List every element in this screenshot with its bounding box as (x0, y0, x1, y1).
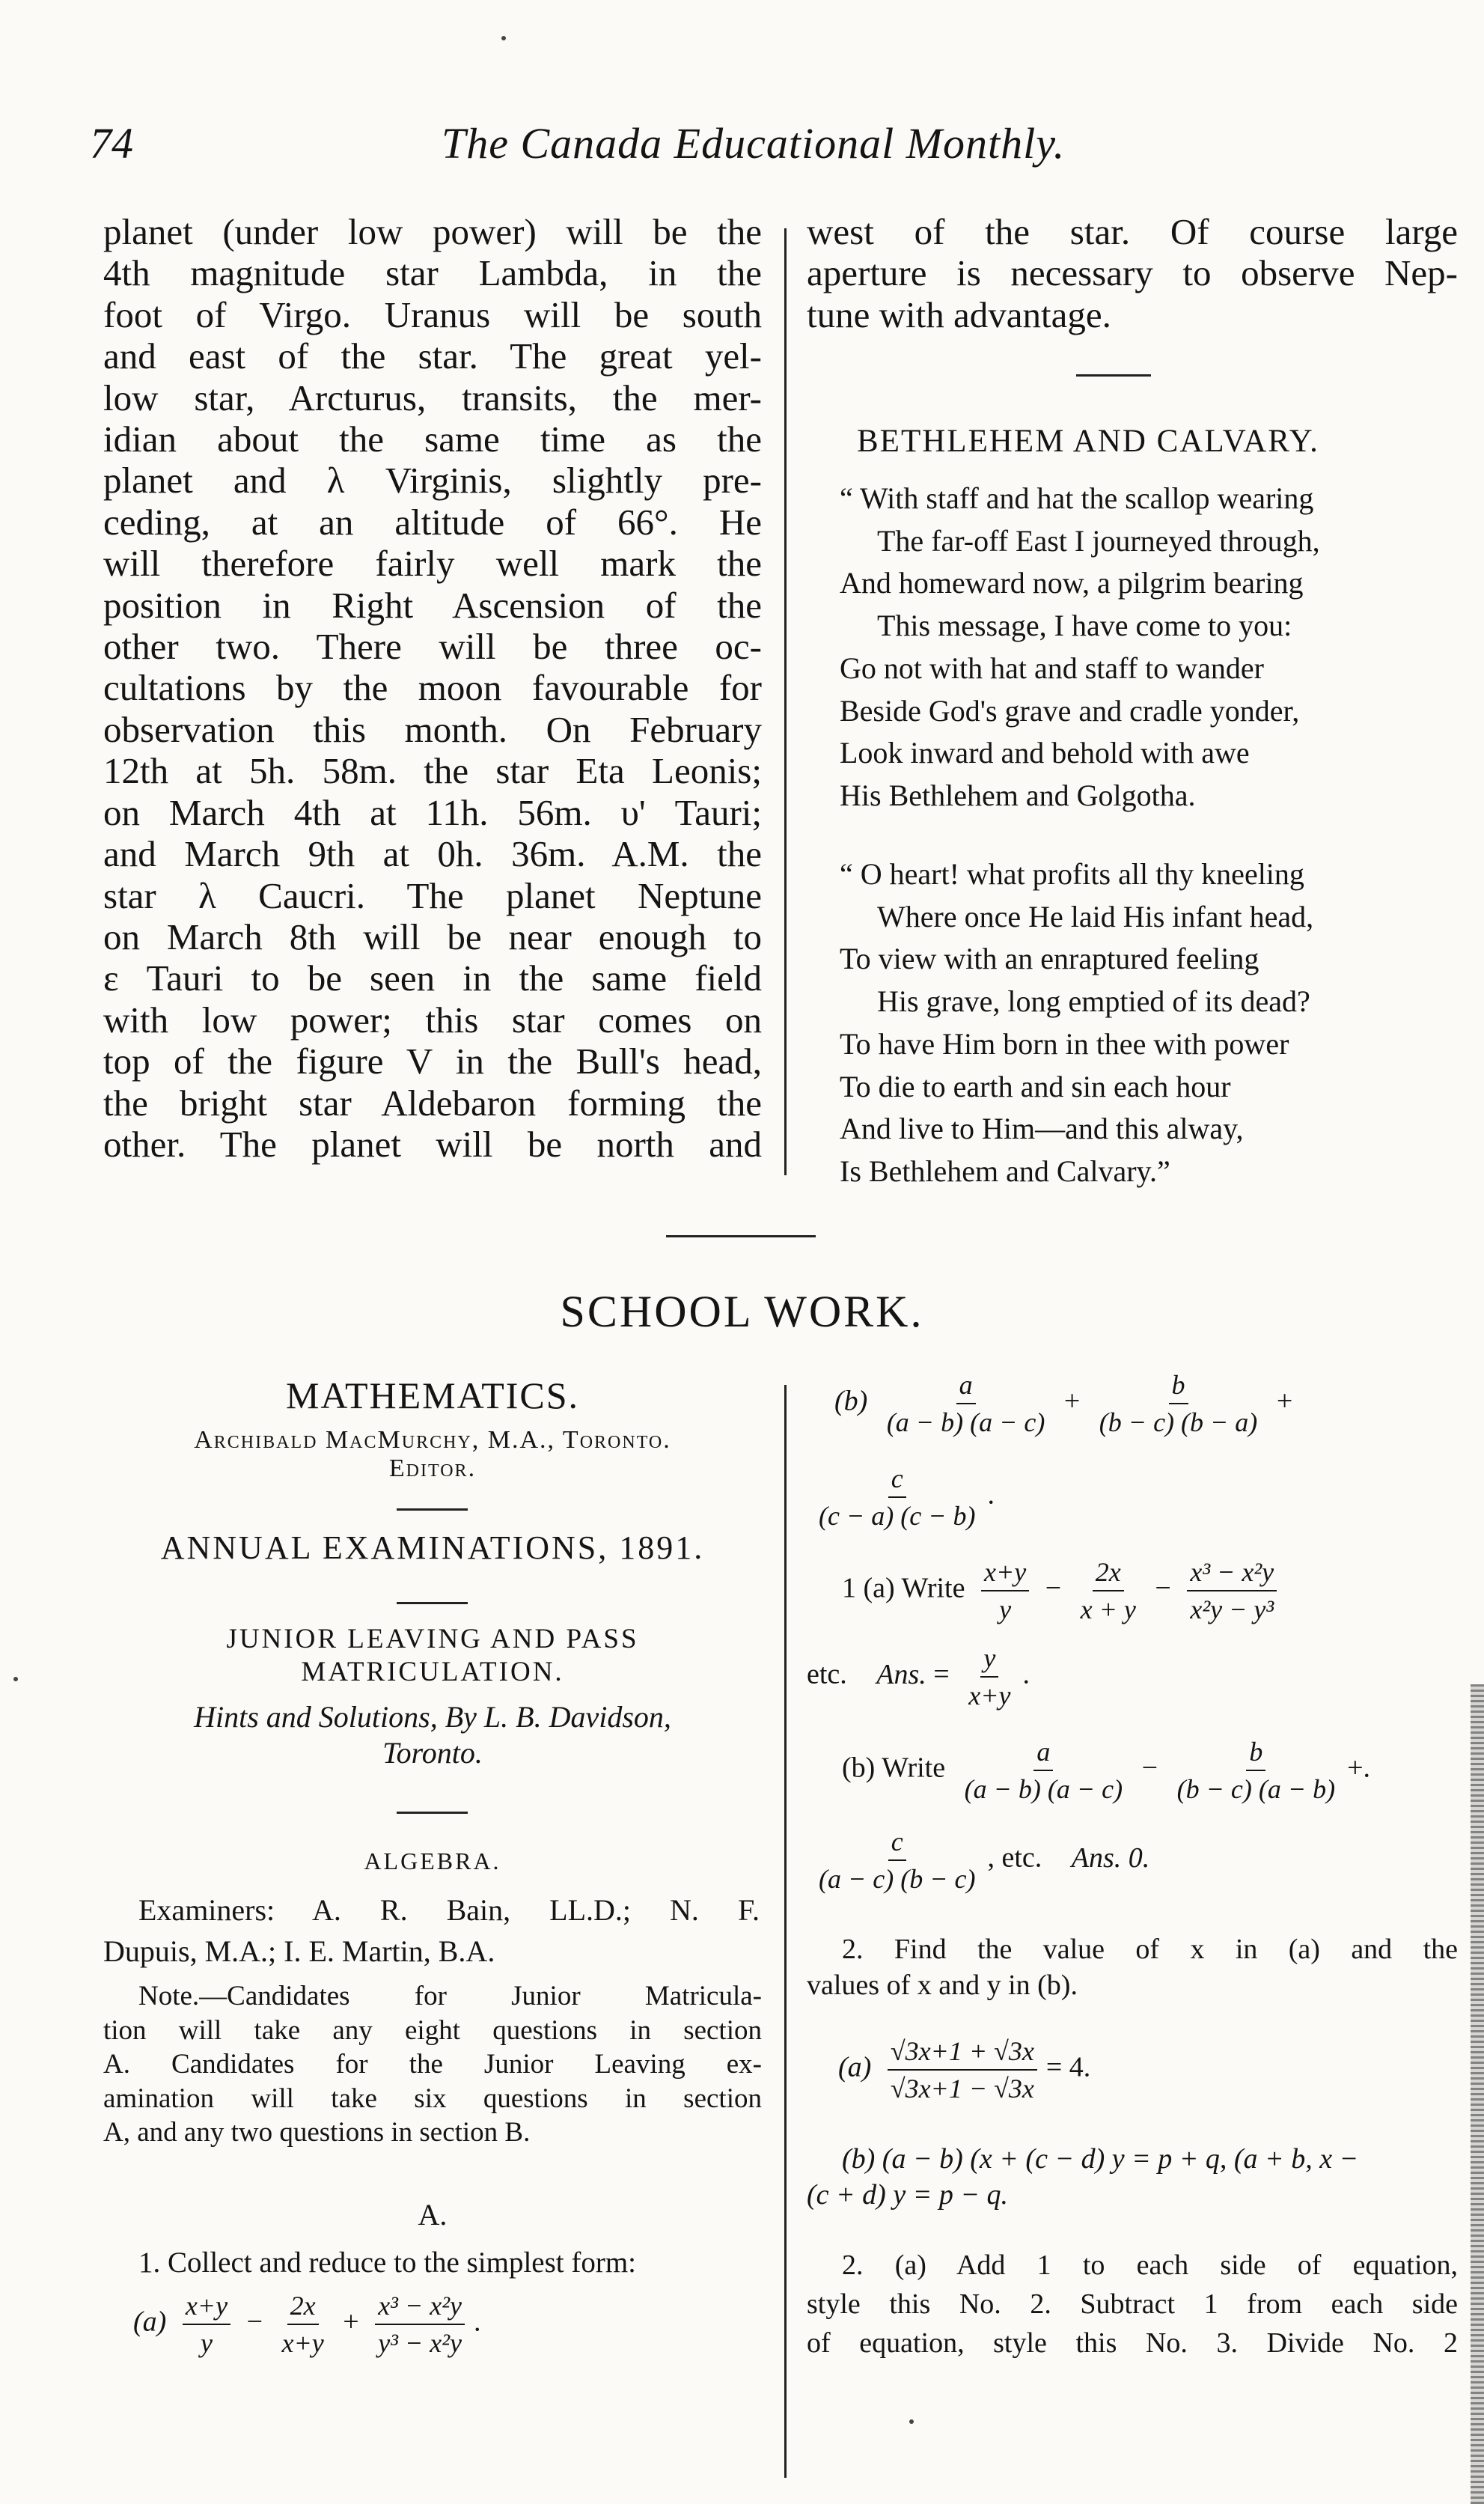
scan-speck (501, 36, 506, 40)
text-line: ε Tauri to be seen in the same field (103, 957, 762, 999)
text-line: cultations by the moon favourable for (103, 667, 762, 709)
text-line: with low power; this star comes on (103, 999, 762, 1041)
fraction: $\frac{x+y}{y}$ (183, 2291, 230, 2358)
answer-1a-result: etc. Ans. = $\frac{y}{x+y}$ . (807, 1643, 1030, 1711)
poem-line: His grave, long emptied of its dead? (877, 984, 1310, 1019)
poem-line: And live to Him—and this alway, (840, 1112, 1244, 1146)
solution-2 (807, 2246, 1458, 2363)
note-line: A, and any two questions in section B. (103, 2117, 531, 2148)
poem-line: Go not with hat and staff to wander (840, 651, 1264, 685)
text-line: aperture is necessary to observe Nep- (807, 252, 1458, 294)
text-line: and March 9th at 0h. 36m. A.M. the (103, 833, 762, 875)
text-line: star λ Caucri. The planet Neptune (103, 874, 762, 916)
text-line: top of the figure V in the Bull's head, (103, 1041, 762, 1082)
poem-line: And homeward now, a pilgrim bearing (840, 566, 1304, 600)
answer-prefix: 1 (a) Write (842, 1572, 965, 1604)
text-line: west of the star. Of course large (807, 211, 1458, 252)
text-line: the bright star Aldebaron forming the (103, 1082, 762, 1124)
astronomy-paragraph (103, 211, 762, 1165)
text-line: will therefore fairly well mark the (103, 543, 762, 585)
question-2 (807, 1931, 1458, 2003)
scan-speck (13, 1677, 18, 1681)
text-line: planet (under low power) will be the (103, 211, 762, 252)
fraction: $\frac{x+y}{y}$ (981, 1557, 1029, 1624)
text-line: and east of the star. The great yel- (103, 335, 762, 377)
fraction: $\frac{\text{x³ − x²y}}{\text{y³ − x²y}}$ (375, 2291, 465, 2358)
text-line: planet and λ Virginis, slightly pre- (103, 460, 762, 502)
fraction: $\frac{\text{x³ − x²y}}{\text{x²y − y³}}$ (1187, 1557, 1277, 1624)
fraction: $\frac{y}{x+y}$ (968, 1643, 1011, 1711)
editor-credit (103, 1426, 762, 1483)
poem-line: To have Him born in thee with power (840, 1026, 1289, 1061)
solution-line: style this No. 2. Subtract 1 from each side (807, 2288, 1458, 2320)
text-line: on March 8th will be near enough to (103, 916, 762, 957)
note-line: A. Candidates for the Junior Leaving ex- (103, 2049, 762, 2080)
solution-line: of equation, style this No. 3. Divide No. 2 (807, 2327, 1458, 2359)
section-a-heading: A. (418, 2198, 448, 2232)
poem-line: “ O heart! what profits all thy kneeling (840, 857, 1304, 891)
answer-prefix: (b) Write (842, 1752, 946, 1784)
poem-title: BETHLEHEM AND CALVARY. (857, 424, 1319, 459)
short-rule (397, 1812, 468, 1814)
q2b-expression (807, 2141, 1458, 2213)
examiners-line: Examiners: A. R. Bain, LL.D.; N. F. (138, 1893, 760, 1927)
short-rule (397, 1508, 468, 1511)
junior-line: JUNIOR LEAVING AND PASS (226, 1624, 639, 1654)
fraction: $\frac{b}{(b - c) (a - b)}$ (1176, 1737, 1336, 1804)
question-line: values of x and y in (b). (807, 1970, 1078, 2001)
short-rule (397, 1602, 468, 1604)
ans-label: Ans. (876, 1658, 926, 1690)
short-rule (1076, 374, 1151, 377)
poem-line: Look inward and behold with awe (840, 736, 1250, 770)
q1a-expression: (a) $\frac{x+y}{y}$ − $\frac{2x}{x+y}$ + $\frac{\text{x³ − x²y}}{\text{y³ − x²y}}$ . (133, 2291, 481, 2358)
scan-speck (909, 2419, 914, 2424)
question-line: (b) (a − b) (x + (c − d) y = p + q, (a + b, x − (842, 2143, 1359, 2175)
ans-value: Ans. 0. (1071, 1842, 1150, 1874)
column-divider-top (784, 228, 787, 1175)
answer-1b: (b) Write $\frac{a}{(a - b) (a - c)}$ − $\frac{b}{(b - c) (a - b)}$ +. (842, 1737, 1371, 1804)
fraction: $\frac{b}{(b - c) (b - a)}$ (1099, 1370, 1258, 1437)
question-line: (c + d) y = p − q. (807, 2179, 1008, 2211)
poem-line: Beside God's grave and cradle yonder, (840, 693, 1300, 728)
question-1: 1. Collect and reduce to the simplest form: (138, 2246, 636, 2279)
note-paragraph (103, 1979, 762, 2150)
poem-line: Where once He laid His infant head, (877, 899, 1314, 933)
solution-line: 2. (a) Add 1 to each side of equation, (842, 2249, 1458, 2281)
column-divider-bottom (784, 1385, 787, 2478)
answer-1b-cont (807, 1827, 1149, 1894)
q2a-expression: (a) $\frac{√3x+1 + √3x}{√3x+1 - √3x}$ = 4. (838, 2036, 1091, 2104)
note-line: tion will take any eight questions in section (103, 2014, 762, 2046)
poem-stanza-1 (840, 478, 1320, 817)
astronomy-paragraph-cont (807, 211, 1458, 335)
editor-name: Archibald MacMurchy, M.A., Toronto. (194, 1426, 671, 1454)
examiners (103, 1889, 760, 1972)
journal-title: The Canada Educational Monthly. (442, 119, 1066, 168)
answer-1a: 1 (a) Write $\frac{x+y}{y}$ − $\frac{2x}{x + y}$ − $\frac{\text{x³ − x²y}}{\text{x²y − y³}}$ (842, 1557, 1286, 1624)
hints-credit (103, 1699, 762, 1771)
question-line: 2. Find the value of x in (a) and the (842, 1934, 1458, 1965)
junior-line: MATRICULATION. (301, 1657, 564, 1687)
junior-heading (103, 1623, 762, 1689)
fraction: $\frac{a}{(a - b) (a - c)}$ (886, 1370, 1045, 1437)
algebra-heading: ALGEBRA. (364, 1847, 501, 1874)
section-title: SCHOOL WORK. (560, 1287, 924, 1336)
poem-line: His Bethlehem and Golgotha. (840, 778, 1196, 812)
fraction: $\frac{c}{(a - c) (b - c)}$ (819, 1827, 976, 1894)
hints-line: Toronto. (382, 1736, 483, 1770)
section-rule (666, 1235, 816, 1237)
text-line: foot of Virgo. Uranus will be south (103, 293, 762, 335)
text-line: other. The planet will be north and (103, 1123, 762, 1165)
poem-line: The far-off East I journeyed through, (877, 523, 1320, 558)
etc-text: etc. (807, 1658, 847, 1690)
etc-text: , etc. (987, 1842, 1042, 1874)
poem-line: “ With staff and hat the scallop wearing (840, 481, 1314, 515)
poem-line: To view with an enraptured feeling (840, 942, 1259, 976)
note-line: amination will take six questions in section (103, 2083, 762, 2114)
hints-line: Hints and Solutions, By L. B. Davidson, (194, 1700, 671, 1734)
text-line: low star, Arcturus, transits, the mer- (103, 377, 762, 418)
page-number: 74 (90, 119, 133, 168)
q1b-expression-cont: $\frac{c}{(c - a) (c - b)}$ . (807, 1463, 995, 1531)
examiners-line: Dupuis, M.A.; I. E. Martin, B.A. (103, 1934, 495, 1968)
text-line: 12th at 5h. 58m. the star Eta Leonis; (103, 750, 762, 792)
text-line: observation this month. On February (103, 708, 762, 750)
fraction: $\frac{2x}{x+y}$ (281, 2291, 324, 2358)
q1b-expression: (b) $\frac{a}{(a - b) (a - c)}$ + $\frac{b}{(b - c) (b - a)}$ + (834, 1370, 1293, 1437)
mathematics-heading: MATHEMATICS. (285, 1374, 580, 1416)
fraction: $\frac{a}{(a - b) (a - c)}$ (964, 1737, 1123, 1804)
text-line: ceding, at an altitude of 66°. He (103, 501, 762, 543)
text-line: idian about the same time as the (103, 418, 762, 460)
editor-role: Editor. (388, 1454, 477, 1482)
fraction: $\frac{√3x+1 + √3x}{√3x+1 - √3x}$ (888, 2036, 1037, 2104)
poem-line: This message, I have come to you: (877, 609, 1292, 643)
scan-edge-stripe (1471, 1684, 1484, 2504)
note-line: Note.—Candidates for Junior Matricula- (138, 1981, 762, 2011)
fraction: $\frac{c}{(c - a) (c - b)}$ (819, 1463, 976, 1531)
poem-line: To die to earth and sin each hour (840, 1069, 1231, 1103)
poem-line: Is Bethlehem and Calvary.” (840, 1154, 1170, 1188)
text-line: on March 4th at 11h. 56m. υ' Tauri; (103, 791, 762, 833)
fraction: $\frac{2x}{x + y}$ (1080, 1557, 1136, 1624)
annual-exam-heading: ANNUAL EXAMINATIONS, 1891. (160, 1529, 705, 1566)
text-line: 4th magnitude star Lambda, in the (103, 252, 762, 294)
text-line: other two. There will be three oc- (103, 626, 762, 668)
text-line: tune with advantage. (807, 293, 1111, 335)
poem-stanza-2 (840, 853, 1313, 1193)
text-line: position in Right Ascension of the (103, 584, 762, 626)
